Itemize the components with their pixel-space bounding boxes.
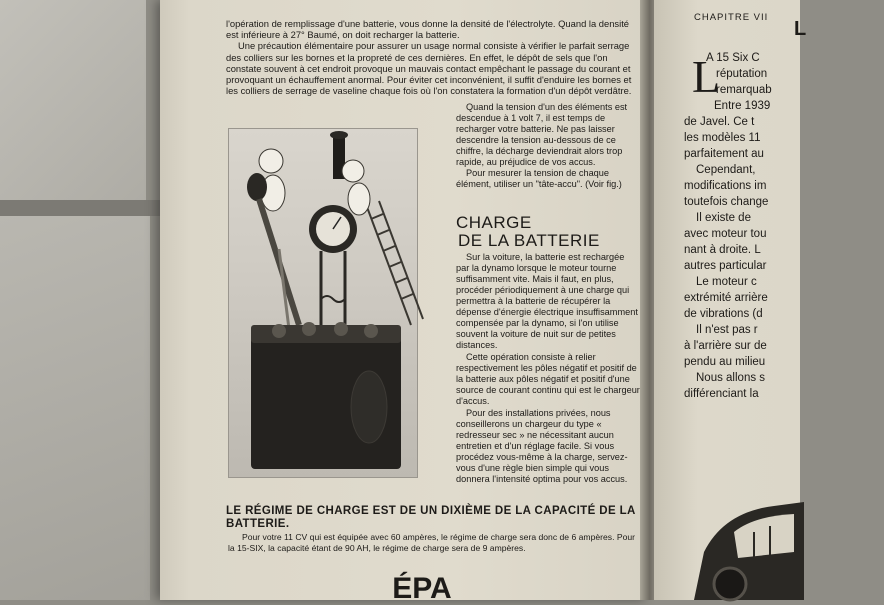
text-line: modifications im <box>684 180 767 192</box>
tabletop-tile <box>0 216 150 600</box>
text-line: parfaitement au <box>684 148 764 160</box>
text-line: toutefois change <box>684 196 769 208</box>
paragraph: Cette opération consiste à relier respectivement les pôles négatif et positif de la batterie aux pôles négatif et positif d'une source de courant continu qui est le chargeur d'accus. <box>456 352 640 406</box>
chapter-label: CHAPITRE VII <box>694 12 769 23</box>
regime-text <box>228 532 638 553</box>
battery-photo-drawing <box>229 129 417 477</box>
tension-text <box>456 102 640 190</box>
right-page-text <box>684 50 884 402</box>
text-line: Le moteur c <box>696 276 757 288</box>
text-line: avec moteur tou <box>684 228 767 240</box>
paragraph: Pour mesurer la tension de chaque élément, utiliser un "tâte-accu". (Voir fig.) <box>456 168 622 189</box>
text-line: différenciant la <box>684 388 759 400</box>
text-line: Entre 1939 <box>714 100 771 112</box>
car-illustration <box>694 492 804 600</box>
tabletop-tile <box>0 0 146 200</box>
paragraph: Pour des installations privées, nous conseillerons un chargeur du type « redresseur sec » ne nécessitant aucun entretien et d'un réglage facile. Si vous procédez vous-même à la charge, servez-vous d'une règle bien simple qui vous donnera l'intensité optima pour vos accus. <box>456 408 628 484</box>
regime-heading: LE RÉGIME DE CHARGE EST DE UN DIXIÈME DE LA CAPACITÉ DE LA BATTERIE. <box>226 505 636 530</box>
text-line: de Javel. Ce t <box>684 116 755 128</box>
text-line: de vibrations (d <box>684 308 763 320</box>
paragraph: l'opération de remplissage d'une batterie, vous donne la densité de l'électrolyte. Quand la densité est inférieure à 27° Baumé, on doit recharger la batterie. <box>226 18 630 41</box>
text-line: Il n'est pas r <box>696 324 758 336</box>
tile-grout <box>0 200 160 216</box>
publisher-logo <box>382 560 462 605</box>
text-line: nant à droite. L <box>684 244 761 256</box>
text-line: Nous allons s <box>696 372 766 384</box>
paragraph: Une précaution élémentaire pour assurer un usage normal consiste à vérifier le parfait serrage des colliers sur les bornes et la propreté de ces dernières. En effet, le dépôt de sels que l'on constate souvent à cet endroit provoque un mauvais contact empêchant le passage du courant et provoquant un échauffement anormal. Pour éviter cet inconvénient, il suffit d'enduire les bornes et les colliers de serrage de vaseline chaque fois où l'on constatera la formation d'un dépôt verdâtre. <box>226 40 632 97</box>
section-title <box>456 214 600 250</box>
left-book-page <box>160 0 648 605</box>
text-line: A 15 Six C <box>706 52 760 64</box>
text-line: autres particular <box>684 260 767 272</box>
drop-cap: L <box>692 51 721 102</box>
logo-text: ÉPA <box>392 572 452 605</box>
text-line: remarquab <box>716 84 772 96</box>
charge-text <box>456 252 640 485</box>
heading-initial: L <box>794 18 807 40</box>
section-title-line: CHARGE <box>456 213 532 232</box>
text-line: Il existe de <box>696 212 751 224</box>
text-line: réputation <box>716 68 768 80</box>
text-line: Cependant, <box>696 164 756 176</box>
paragraph: Quand la tension d'un des éléments est descendue à 1 volt 7, il est temps de recharger votre batterie. Ne pas laisser descendre la tension au-dessous de ce chiffre, la décharge deviendrait alors trop rapide, au préjudice de vos accus. <box>456 102 628 167</box>
text-line: extrémité arrière <box>684 292 768 304</box>
text-line: pendu au milieu <box>684 356 766 368</box>
paragraph: Pour votre 11 CV qui est équipée avec 60 ampères, le régime de charge sera donc de 6 ampères. Pour la 15-SIX, la capacité étant de 90 AH, le régime de charge sera de 9 ampères. <box>228 532 635 553</box>
right-book-page <box>654 0 807 600</box>
text-line: à l'arrière sur de <box>684 340 767 352</box>
paragraph: Sur la voiture, la batterie est rechargée par la dynamo lorsque le moteur tourne suffisamment vite. Mais il faut, en plus, procéder périodiquement à une charge qui permettra à la batterie de récupérer la dépense d'énergie électrique insuffisamment compensée par la dynamo, si l'on utilise souvent la voiture de nuit sur de petites distances. <box>456 252 638 350</box>
battery-illustration <box>228 128 418 478</box>
section-title-line: DE LA BATTERIE <box>458 231 600 250</box>
text-line: les modèles 11 <box>684 132 761 144</box>
intro-text <box>226 18 636 96</box>
